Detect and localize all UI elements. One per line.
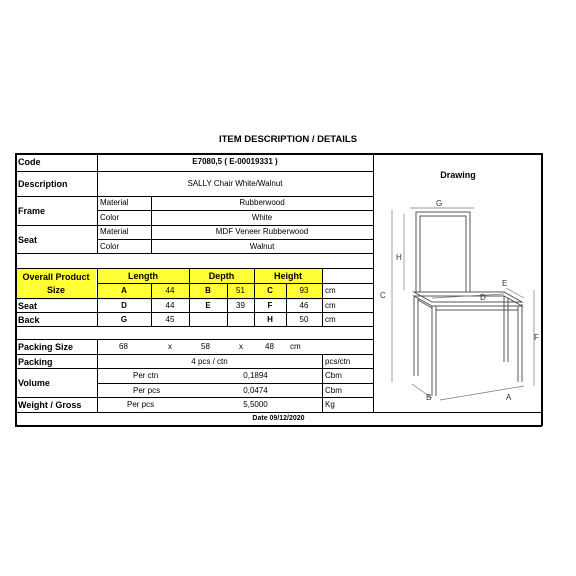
date: Date 09/12/2020	[252, 415, 305, 422]
weight-label: Weight / Gross	[18, 400, 82, 410]
frame-material-label: Material	[100, 198, 129, 207]
chair-drawing	[374, 186, 542, 410]
back-dims-label: Back	[18, 315, 40, 325]
dim-line-e	[506, 288, 524, 298]
drawing-letter-a: A	[506, 393, 512, 402]
packing-x2: x	[239, 342, 243, 351]
unit-cm: cm	[325, 315, 336, 324]
grid-line	[97, 153, 98, 253]
code-label: Code	[18, 157, 41, 167]
depth-header: Depth	[208, 271, 235, 281]
grid-line	[15, 268, 374, 269]
grid-line	[15, 253, 374, 254]
grid-line	[15, 312, 374, 313]
drawing-letter-c: C	[380, 291, 386, 300]
packing-length: 68	[119, 342, 128, 351]
dim-g-label: G	[120, 315, 128, 324]
volume-per-ctn-value: 0,1894	[243, 371, 268, 380]
chair-backrest	[416, 212, 470, 292]
grid-line	[15, 196, 374, 197]
dim-line-a	[440, 386, 524, 400]
grid-top	[15, 153, 542, 155]
grid-line	[97, 383, 374, 384]
drawing-letter-d: D	[480, 293, 486, 302]
grid-line	[15, 354, 374, 355]
seat-material-value: MDF Veneer Rubberwood	[215, 227, 309, 236]
grid-line	[322, 354, 323, 412]
dim-b-value: 51	[236, 286, 245, 295]
grid-line	[97, 210, 374, 211]
seat-color-value: Walnut	[249, 242, 275, 251]
weight-per-pcs-label: Per pcs	[127, 400, 155, 409]
code-value: E7080,5 ( E-00019331 )	[192, 157, 278, 166]
grid-line	[15, 368, 374, 369]
chair-backrest-inner	[420, 216, 466, 292]
grid-line	[15, 339, 374, 340]
packing-size-label: Packing Size	[18, 342, 74, 352]
packing-value: 4 pcs / ctn	[191, 357, 228, 366]
frame-label: Frame	[18, 206, 46, 216]
description-value: SALLY Chair White/Walnut	[187, 179, 283, 188]
seat-color-label: Color	[100, 242, 120, 251]
grid-line	[322, 268, 323, 326]
drawing-letter-h: H	[396, 253, 402, 262]
packing-unit: cm	[290, 342, 301, 351]
packing-x1: x	[168, 342, 172, 351]
unit-cm: cm	[325, 301, 336, 310]
dim-b-label: B	[205, 286, 211, 295]
weight-value: 5,5000	[243, 400, 268, 409]
grid-line	[97, 239, 374, 240]
dim-c-label: C	[267, 286, 273, 295]
overall-size-label-1: Overall Product	[22, 272, 90, 282]
overall-size-label-2: Size	[46, 285, 65, 295]
frame-material-value: Rubberwood	[239, 198, 285, 207]
grid-line	[15, 171, 374, 172]
unit-cm: cm	[325, 286, 336, 295]
dim-h-value: 50	[299, 315, 309, 324]
volume-unit: Cbm	[325, 371, 342, 380]
seat-dims-label: Seat	[18, 301, 38, 311]
length-header: Length	[128, 271, 158, 281]
volume-per-pcs-value: 0,0474	[243, 386, 268, 395]
packing-height: 48	[265, 342, 274, 351]
page-heading: ITEM DESCRIPTION / DETAILS	[218, 134, 358, 145]
grid-bottom	[15, 425, 542, 427]
grid-line	[15, 412, 542, 413]
dim-e-value: 39	[236, 301, 245, 310]
drawing-letter-g: G	[436, 199, 443, 208]
volume-per-ctn-label: Per ctn	[133, 371, 159, 380]
grid-line	[15, 397, 374, 398]
dim-g-value: 45	[165, 315, 175, 324]
dim-h-label: H	[267, 315, 273, 324]
packing-width: 58	[201, 342, 210, 351]
packing-label: Packing	[18, 357, 53, 367]
frame-color-value: White	[251, 213, 273, 222]
seat-spec-label: Seat	[18, 235, 38, 245]
drawing-title: Drawing	[440, 170, 476, 180]
dim-d-value: 44	[165, 301, 175, 310]
drawing-letter-f: F	[534, 333, 539, 342]
volume-unit: Cbm	[325, 386, 342, 395]
dim-a-label: A	[121, 286, 127, 295]
grid-line	[15, 326, 374, 327]
weight-unit: Kg	[325, 400, 335, 409]
volume-per-pcs-label: Per pcs	[133, 386, 161, 395]
dim-f-value: 46	[299, 301, 309, 310]
dim-c-value: 93	[299, 286, 309, 295]
seat-material-label: Material	[100, 227, 129, 236]
dim-e-label: E	[205, 301, 211, 310]
grid-line	[97, 339, 98, 412]
drawing-letter-b: B	[426, 393, 432, 402]
grid-line	[15, 225, 374, 226]
height-header: Height	[274, 271, 302, 281]
frame-color-label: Color	[100, 213, 120, 222]
description-label: Description	[18, 179, 68, 189]
dim-d-label: D	[121, 301, 127, 310]
drawing-letter-e: E	[502, 279, 508, 288]
volume-label: Volume	[18, 378, 50, 388]
dim-f-label: F	[267, 301, 273, 310]
grid-line	[15, 298, 374, 299]
grid-line	[97, 283, 374, 284]
packing-unit: pcs/ctn	[325, 357, 351, 366]
dim-a-value: 44	[165, 286, 175, 295]
